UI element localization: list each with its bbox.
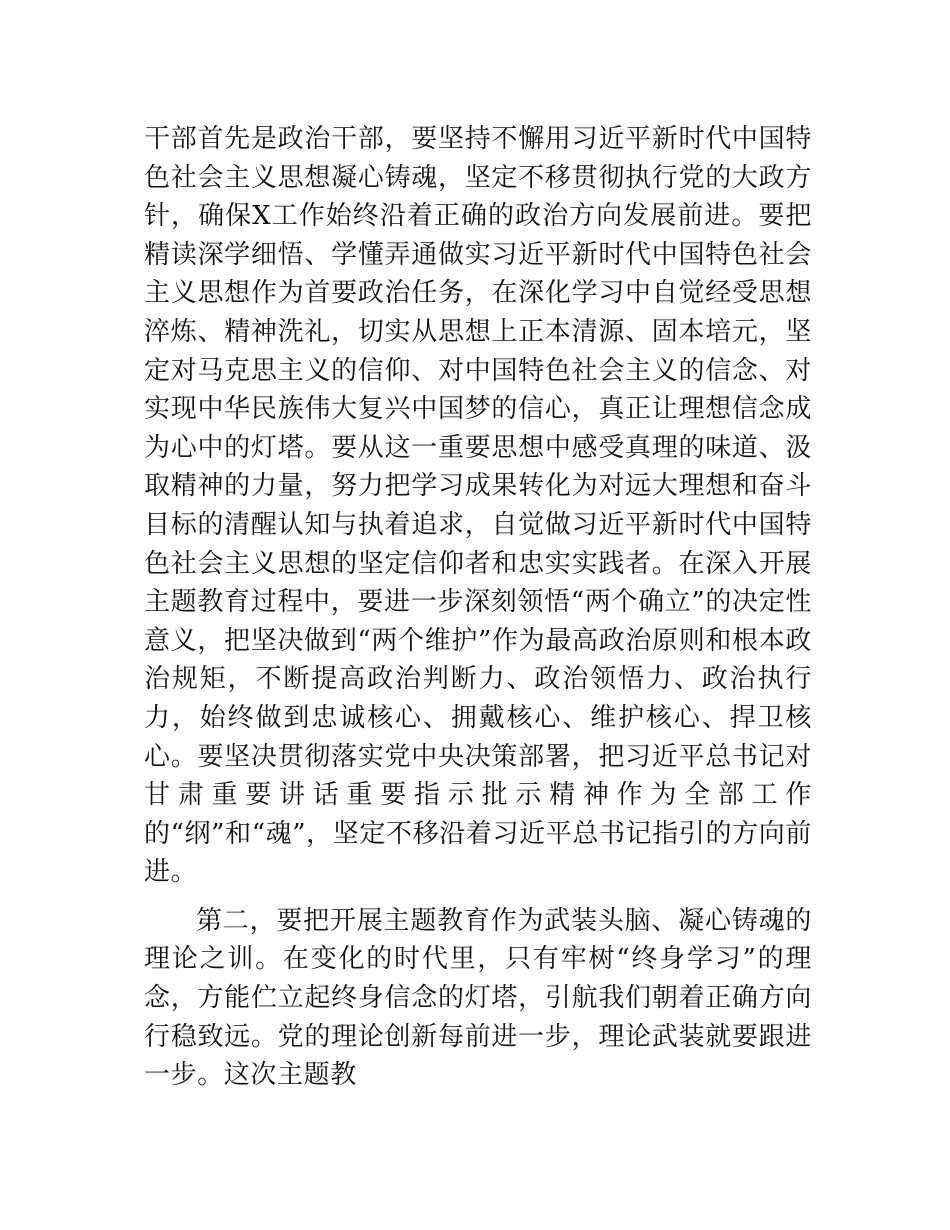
- paragraph-1: 干部首先是政治干部，要坚持不懈用习近平新时代中国特色社会主义思想凝心铸魂，坚定不移贯彻执行党的大政方针，确保X工作始终沿着正确的政治方向发展前进。要把精读深学细悟、学懂弄通做实习近平新时代中国特色社会主义思想作为首要政治任务，在深化学习中自觉经受思想淬炼、精神洗礼，切实从思想上正本清源、固本培元，坚定对马克思主义的信仰、对中国特色社会主义的信念、对实现中华民族伟大复兴中国梦的信心，真正让理想信念成为心中的灯塔。要从这一重要思想中感受真理的味道、汲取精神的力量，努力把学习成果转化为对远大理想和奋斗目标的清醒认知与执着追求，自觉做习近平新时代中国特色社会主义思想的坚定信仰者和忠实实践者。在深入开展主题教育过程中，要进一步深刻领悟“两个确立”的决定性意义，把坚决做到“两个维护”作为最高政治原则和根本政治规矩，不断提高政治判断力、政治领悟力、政治执行力，始终做到忠诚核心、拥戴核心、维护核心、捍卫核心。要坚决贯彻落实党中央决策部署，把习近平总书记对甘肃重要讲话重要指示批示精神作为全部工作的“纲”和“魂”，坚定不移沿着习近平总书记指引的方向前进。: [144, 124, 812, 888]
- document-body: [144, 120, 812, 1095]
- paragraph-2: 第二，要把开展主题教育作为武装头脑、凝心铸魂的理论之训。在变化的时代里，只有牢树“终身学习”的理念，方能伫立起终身信念的灯塔，引航我们朝着正确方向行稳致远。党的理论创新每前进一步，理论武装就要跟进一步。这次主题教: [144, 905, 812, 1091]
